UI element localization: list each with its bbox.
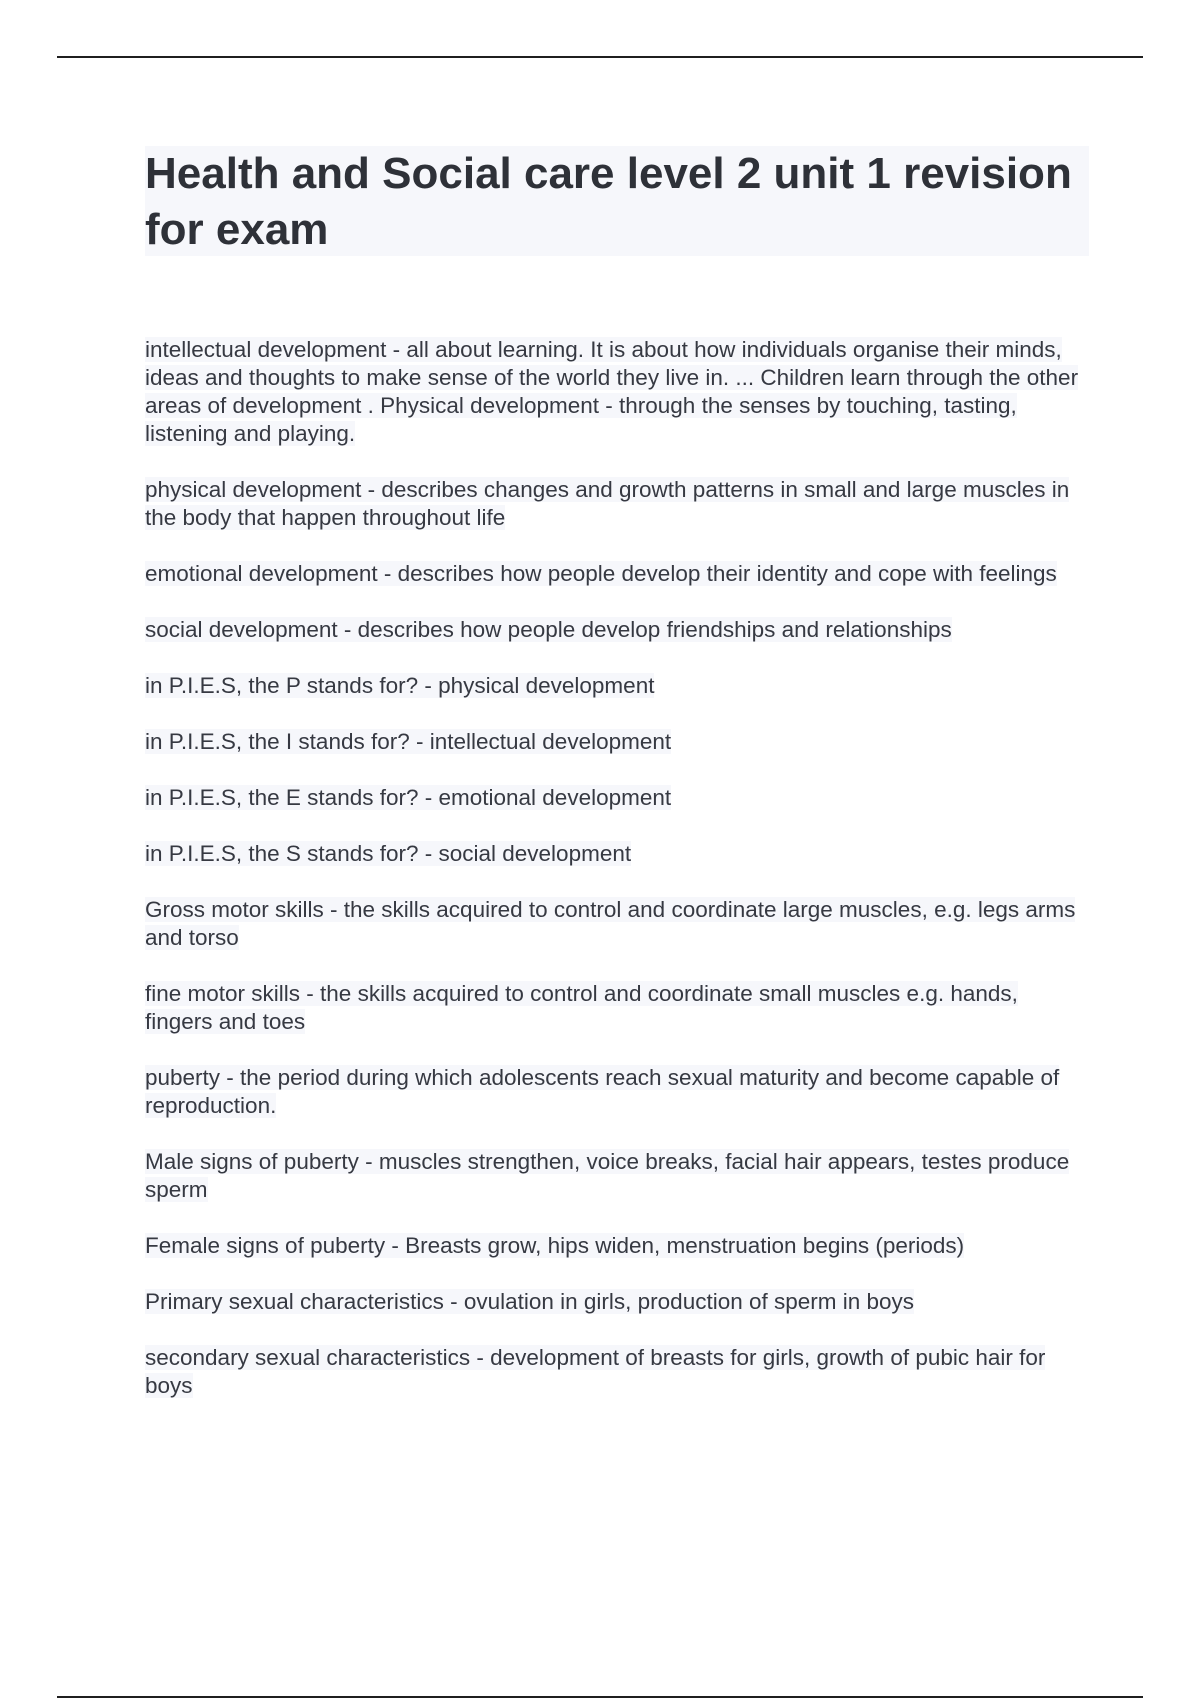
flashcard-entry: [145, 980, 1089, 1036]
flashcard-entry: [145, 784, 1089, 812]
flashcard-text: intellectual development - all about learning. It is about how individuals organise their minds, ideas and thoughts to make sense of the world they live in. ... Children learn through the other areas of development . Physical development - through the senses by touching, tasting, listening and playing.: [145, 337, 1079, 446]
flashcard-entry: [145, 336, 1089, 448]
flashcard-entry: [145, 1344, 1089, 1400]
flashcard-text: social development - describes how people develop friendships and relationships: [145, 617, 952, 642]
flashcard-text: Gross motor skills - the skills acquired to control and coordinate large muscles, e.g. legs arms and torso: [145, 897, 1076, 950]
flashcard-text: secondary sexual characteristics - development of breasts for girls, growth of pubic hair for boys: [145, 1345, 1046, 1398]
flashcard-entry: [145, 1288, 1089, 1316]
flashcard-text: in P.I.E.S, the S stands for? - social development: [145, 841, 632, 866]
flashcard-text: in P.I.E.S, the P stands for? - physical development: [145, 673, 655, 698]
flashcard-entry: [145, 1148, 1089, 1204]
title-block: [145, 146, 1089, 256]
top-rule: [57, 56, 1143, 58]
flashcard-text: Female signs of puberty - Breasts grow, hips widen, menstruation begins (periods): [145, 1233, 965, 1258]
flashcard-text: Male signs of puberty - muscles strengthen, voice breaks, facial hair appears, testes produce sperm: [145, 1149, 1070, 1202]
bottom-rule: [57, 1696, 1143, 1698]
flashcard-entry: [145, 616, 1089, 644]
flashcard-entry: [145, 1064, 1089, 1120]
flashcard-entry: [145, 896, 1089, 952]
flashcard-text: in P.I.E.S, the I stands for? - intellectual development: [145, 729, 672, 754]
flashcard-entry: [145, 476, 1089, 532]
flashcard-entry: [145, 560, 1089, 588]
flashcard-text: puberty - the period during which adolescents reach sexual maturity and become capable of reproduction.: [145, 1065, 1060, 1118]
flashcard-text: fine motor skills - the skills acquired to control and coordinate small muscles e.g. hands, fingers and toes: [145, 981, 1018, 1034]
flashcard-text: emotional development - describes how people develop their identity and cope with feelings: [145, 561, 1057, 586]
flashcard-entry: [145, 1232, 1089, 1260]
flashcard-entry: [145, 728, 1089, 756]
flashcard-text: physical development - describes changes and growth patterns in small and large muscles in the body that happen throughout life: [145, 477, 1070, 530]
flashcard-entry: [145, 840, 1089, 868]
flashcard-entry: [145, 672, 1089, 700]
flashcard-text: in P.I.E.S, the E stands for? - emotional development: [145, 785, 672, 810]
flashcard-text: Primary sexual characteristics - ovulation in girls, production of sperm in boys: [145, 1289, 915, 1314]
document-title: Health and Social care level 2 unit 1 revision for exam: [145, 149, 1072, 254]
flashcard-list: [145, 336, 1089, 1428]
